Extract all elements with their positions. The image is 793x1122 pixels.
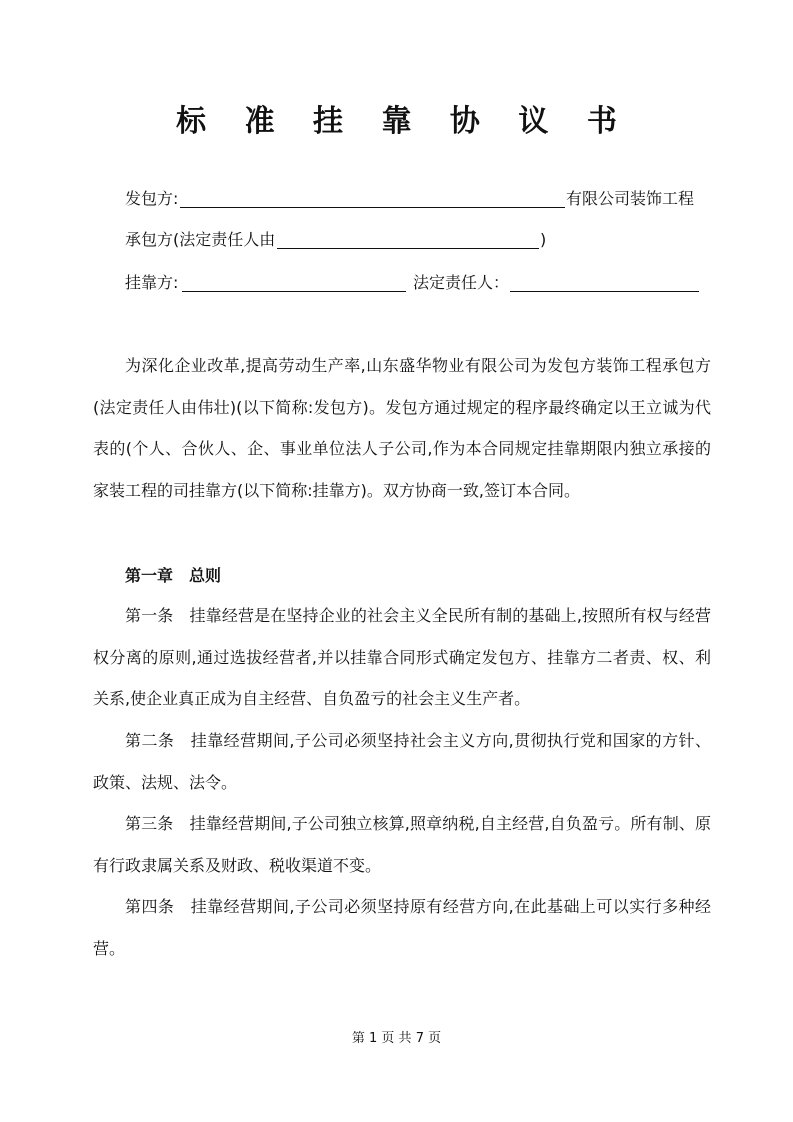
article-2: 第二条 挂靠经营期间,子公司必须坚持社会主义方向,贯彻执行党和国家的方针、政策、法规、法令。 <box>93 731 711 792</box>
employer-suffix: 有限公司装饰工程 <box>566 189 695 208</box>
affiliate-label: 挂靠方: <box>125 273 179 292</box>
contractor-blank-line <box>277 248 539 249</box>
preamble-paragraph: 为深化企业改革,提高劳动生产率,山东盛华物业有限公司为发包方装饰工程承包方(法定责任人由伟壮)(以下简称:发包方)。发包方通过规定的程序最终确定以王立诚为代表的(个人、合伙人、企、事业单位法人子公司,作为本合同规定挂靠期限内独立承接的家装工程的司挂靠方(以下简称:挂靠方)。双方协商一致,签订本合同。 <box>93 356 711 500</box>
document-title: 标 准 挂 靠 协 议 书 <box>176 104 631 139</box>
legal-rep-blank-line <box>510 291 699 292</box>
chapter-heading: 第一章 总则 <box>125 566 222 585</box>
contractor-label: 承包方(法定责任人由 <box>125 230 276 249</box>
legal-rep-label: 法定责任人： <box>413 273 510 292</box>
employer-blank-line <box>180 207 565 208</box>
employer-label: 发包方: <box>125 189 179 208</box>
page-number: 第 1 页 共 7 页 <box>351 1031 442 1046</box>
contractor-close-paren: ) <box>540 230 547 249</box>
article-1: 第一条 挂靠经营是在坚持企业的社会主义全民所有制的基础上,按照所有权与经营权分离的原则,通过选拔经营者,并以挂靠合同形式确定发包方、挂靠方二者责、权、利关系,使企业真正成为自主经营、自负盈亏的社会主义生产者。 <box>93 606 711 708</box>
article-3: 第三条 挂靠经营期间,子公司独立核算,照章纳税,自主经营,自负盈亏。所有制、原有行政隶属关系及财政、税收渠道不变。 <box>93 814 711 875</box>
article-4: 第四条 挂靠经营期间,子公司必须坚持原有经营方向,在此基础上可以实行多种经营。 <box>93 897 711 958</box>
affiliate-blank-line <box>182 291 406 292</box>
